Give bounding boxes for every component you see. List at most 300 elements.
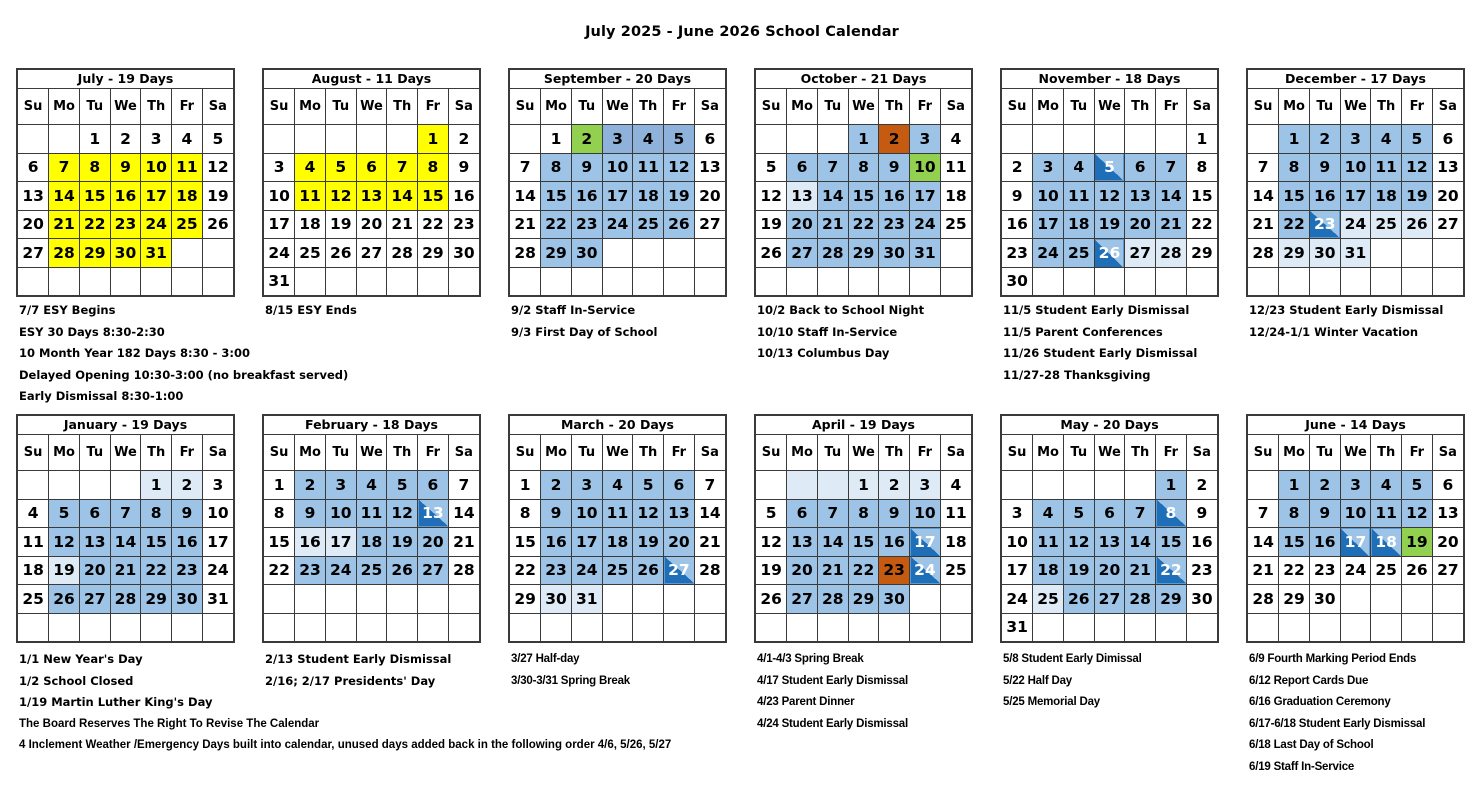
empty-cell	[817, 267, 848, 295]
week-row	[18, 613, 233, 641]
day-number: 23	[883, 561, 905, 580]
day-number: 25	[1375, 215, 1397, 234]
day-cell	[202, 153, 233, 182]
empty-cell	[879, 267, 910, 295]
day-number: 8	[519, 504, 531, 523]
note-line: 6/12 Report Cards Due	[1249, 674, 1369, 687]
day-number: 12	[329, 186, 352, 205]
day-cell	[602, 499, 633, 528]
day-number: 9	[1011, 186, 1023, 205]
day-cell	[264, 153, 295, 182]
empty-cell	[18, 125, 49, 154]
empty-cell	[602, 239, 633, 268]
day-number: 13	[83, 532, 106, 551]
day-cell	[571, 528, 602, 557]
day-number: 22	[268, 561, 290, 580]
empty-cell	[1279, 613, 1310, 641]
day-number: 20	[1098, 561, 1121, 580]
week-row	[264, 499, 479, 528]
week-row	[264, 528, 479, 557]
day-cell	[848, 182, 879, 211]
day-number: 20	[360, 215, 383, 234]
weekday-label: Th	[1371, 435, 1402, 471]
day-cell	[141, 210, 172, 239]
day-number: 28	[1252, 589, 1274, 608]
day-cell	[1063, 182, 1094, 211]
day-cell	[18, 153, 49, 182]
day-cell	[49, 182, 80, 211]
day-cell	[1156, 585, 1187, 614]
day-number: 21	[821, 561, 844, 580]
day-number: 9	[120, 158, 131, 177]
empty-cell	[756, 125, 787, 154]
day-number: 9	[1196, 504, 1208, 523]
weekday-label: Fr	[418, 89, 449, 125]
day-cell	[1279, 125, 1310, 154]
week-row	[756, 153, 971, 182]
empty-cell	[49, 125, 80, 154]
week-row	[756, 182, 971, 211]
day-number: 25	[945, 561, 967, 580]
day-cell	[172, 499, 203, 528]
day-number: 2	[181, 475, 193, 494]
day-number: 28	[391, 243, 413, 262]
day-cell	[756, 556, 787, 585]
week-row	[1248, 556, 1463, 585]
week-row	[1002, 267, 1217, 295]
day-cell	[571, 556, 602, 585]
day-number: 27	[791, 243, 813, 262]
day-number: 28	[514, 243, 536, 262]
weekday-label: Th	[141, 89, 172, 125]
day-cell	[1279, 210, 1310, 239]
day-cell	[1063, 528, 1094, 557]
day-cell	[1186, 125, 1217, 154]
day-cell	[141, 125, 172, 154]
day-number: 11	[1375, 504, 1397, 523]
day-number: 2	[120, 129, 131, 148]
day-cell	[49, 153, 80, 182]
day-number: 7	[519, 158, 531, 177]
empty-cell	[940, 585, 971, 614]
day-number: 3	[150, 129, 162, 148]
day-cell	[1402, 556, 1433, 585]
week-row	[264, 585, 479, 614]
day-number: 21	[53, 215, 75, 234]
day-number: 6	[1442, 475, 1454, 494]
day-cell	[910, 210, 941, 239]
day-number: 17	[268, 215, 290, 234]
day-cell	[756, 585, 787, 614]
empty-cell	[571, 267, 602, 295]
day-cell	[325, 153, 356, 182]
day-number: 7	[1165, 158, 1177, 177]
note-line: 1/19 Martin Luther King's Day	[19, 695, 213, 709]
weekday-label: Su	[1248, 89, 1279, 125]
day-cell	[1248, 210, 1279, 239]
empty-cell	[694, 239, 725, 268]
day-number: 18	[1037, 561, 1059, 580]
day-number: 15	[545, 186, 567, 205]
notes-august	[265, 300, 357, 322]
day-number: 5	[396, 475, 408, 494]
day-cell	[1156, 153, 1187, 182]
weekday-label: Sa	[694, 435, 725, 471]
day-cell	[879, 556, 910, 585]
day-cell	[1432, 556, 1463, 585]
day-cell	[356, 153, 387, 182]
day-number: 22	[1283, 561, 1305, 580]
day-cell	[602, 210, 633, 239]
day-number: 20	[668, 532, 690, 551]
day-number: 30	[545, 589, 567, 608]
empty-cell	[602, 267, 633, 295]
empty-cell	[1432, 613, 1463, 641]
day-cell	[848, 528, 879, 557]
week-row	[264, 210, 479, 239]
day-cell	[418, 471, 449, 500]
weekday-label: Tu	[1309, 89, 1340, 125]
empty-cell	[18, 267, 49, 295]
day-cell	[571, 239, 602, 268]
day-cell	[879, 125, 910, 154]
day-cell	[1063, 153, 1094, 182]
day-number: 3	[1011, 504, 1023, 523]
day-number: 26	[1067, 589, 1090, 608]
day-number: 31	[1344, 243, 1367, 262]
month-header: March - 20 Days	[510, 416, 725, 435]
day-cell	[418, 239, 449, 268]
day-number: 4	[950, 475, 962, 494]
notes-april	[757, 649, 908, 735]
empty-cell	[787, 471, 818, 500]
day-cell	[940, 556, 971, 585]
day-cell	[1125, 528, 1156, 557]
day-number: 11	[1037, 532, 1059, 551]
day-cell	[1156, 239, 1187, 268]
day-cell	[664, 210, 695, 239]
day-cell	[1279, 499, 1310, 528]
day-cell	[817, 210, 848, 239]
day-cell	[1002, 528, 1033, 557]
empty-cell	[387, 267, 418, 295]
day-number: 28	[821, 243, 844, 262]
day-cell	[1309, 239, 1340, 268]
day-cell	[1402, 471, 1433, 500]
day-number: 29	[514, 589, 536, 608]
day-cell	[1309, 556, 1340, 585]
day-cell	[448, 499, 479, 528]
weekday-label: Sa	[1432, 89, 1463, 125]
empty-cell	[940, 239, 971, 268]
empty-cell	[1248, 471, 1279, 500]
day-number: 1	[1196, 129, 1208, 148]
note-line: 5/8 Student Early Dimissal	[1003, 653, 1142, 665]
day-number: 19	[391, 532, 413, 551]
week-row	[1002, 239, 1217, 268]
day-cell	[172, 125, 203, 154]
day-cell	[1125, 556, 1156, 585]
day-cell	[172, 556, 203, 585]
day-number: 19	[760, 561, 782, 580]
empty-cell	[541, 613, 572, 641]
day-cell	[1125, 153, 1156, 182]
weekday-label: Fr	[910, 435, 941, 471]
day-cell	[510, 210, 541, 239]
day-number: 21	[453, 532, 475, 551]
week-row	[756, 499, 971, 528]
week-row	[1248, 153, 1463, 182]
weekday-label: Tu	[325, 435, 356, 471]
day-number: 11	[637, 158, 659, 177]
weekday-label: Sa	[940, 89, 971, 125]
weekday-label: Mo	[49, 435, 80, 471]
empty-cell	[325, 267, 356, 295]
day-number: 27	[1129, 243, 1151, 262]
day-number: 23	[1191, 561, 1213, 580]
day-cell	[910, 153, 941, 182]
month-header: September - 20 Days	[510, 70, 725, 89]
empty-cell	[172, 267, 203, 295]
day-cell	[817, 153, 848, 182]
day-cell	[1371, 210, 1402, 239]
day-cell	[694, 556, 725, 585]
day-cell	[541, 182, 572, 211]
day-number: 22	[1283, 215, 1305, 234]
day-cell	[787, 210, 818, 239]
day-number: 7	[704, 475, 716, 494]
day-number: 1	[550, 129, 562, 148]
day-cell	[1248, 585, 1279, 614]
day-cell	[1432, 210, 1463, 239]
day-cell	[633, 210, 664, 239]
day-number: 19	[1406, 532, 1428, 551]
day-number: 1	[273, 475, 285, 494]
notes-november	[1003, 300, 1197, 386]
week-row	[510, 556, 725, 585]
day-cell	[49, 585, 80, 614]
empty-cell	[356, 613, 387, 641]
day-cell	[264, 239, 295, 268]
day-cell	[1248, 499, 1279, 528]
day-cell	[448, 528, 479, 557]
weekday-label: Fr	[172, 89, 203, 125]
weekday-label: Fr	[418, 435, 449, 471]
day-cell	[664, 556, 695, 585]
day-cell	[879, 210, 910, 239]
empty-cell	[664, 267, 695, 295]
day-number: 4	[304, 158, 316, 177]
weekday-label: Mo	[787, 435, 818, 471]
empty-cell	[756, 267, 787, 295]
day-cell	[694, 471, 725, 500]
day-number: 8	[858, 504, 869, 523]
day-number: 6	[1104, 504, 1115, 523]
day-number: 22	[852, 215, 875, 234]
day-cell	[910, 239, 941, 268]
day-cell	[1340, 182, 1371, 211]
empty-cell	[1402, 267, 1433, 295]
note-line: 4/1-4/3 Spring Break	[757, 653, 864, 665]
day-cell	[356, 182, 387, 211]
week-row	[1002, 471, 1217, 500]
day-cell	[141, 556, 172, 585]
day-cell	[141, 153, 172, 182]
day-number: 19	[1098, 215, 1121, 234]
weekday-label: We	[848, 89, 879, 125]
weekday-label: Fr	[910, 89, 941, 125]
day-cell	[110, 182, 141, 211]
notes-december	[1249, 300, 1443, 343]
empty-cell	[694, 267, 725, 295]
day-cell	[18, 239, 49, 268]
note-line: 2/16; 2/17 Presidents' Day	[265, 673, 436, 688]
day-cell	[1125, 585, 1156, 614]
empty-cell	[18, 613, 49, 641]
day-number: 14	[53, 186, 75, 205]
day-cell	[1371, 471, 1402, 500]
day-number: 20	[1437, 532, 1459, 551]
empty-cell	[325, 585, 356, 614]
weekday-label: Mo	[1279, 435, 1310, 471]
day-cell	[541, 556, 572, 585]
day-cell	[1432, 182, 1463, 211]
day-cell	[787, 239, 818, 268]
day-cell	[1371, 556, 1402, 585]
day-cell	[879, 585, 910, 614]
day-cell	[633, 528, 664, 557]
day-cell	[172, 471, 203, 500]
day-number: 9	[888, 504, 900, 523]
empty-cell	[79, 613, 110, 641]
empty-cell	[848, 613, 879, 641]
day-cell	[510, 585, 541, 614]
day-cell	[141, 499, 172, 528]
day-number: 24	[207, 561, 229, 580]
day-number: 18	[945, 186, 967, 205]
day-cell	[910, 499, 941, 528]
day-cell	[1279, 182, 1310, 211]
week-row	[510, 528, 725, 557]
day-number: 9	[304, 504, 316, 523]
day-number: 20	[791, 215, 813, 234]
day-cell	[541, 499, 572, 528]
day-number: 10	[1344, 504, 1367, 523]
empty-cell	[787, 267, 818, 295]
day-number: 1	[427, 129, 439, 148]
day-number: 13	[1129, 186, 1151, 205]
weekday-label: Mo	[1279, 89, 1310, 125]
empty-cell	[817, 125, 848, 154]
day-number: 12	[668, 158, 690, 177]
weekday-label: Su	[264, 435, 295, 471]
day-number: 3	[919, 129, 931, 148]
day-cell	[510, 153, 541, 182]
empty-cell	[325, 613, 356, 641]
week-row	[510, 499, 725, 528]
week-row	[756, 471, 971, 500]
day-number: 12	[760, 532, 782, 551]
day-number: 8	[1165, 504, 1177, 523]
day-cell	[1002, 210, 1033, 239]
day-number: 21	[699, 532, 721, 551]
day-number: 23	[299, 561, 321, 580]
day-cell	[264, 499, 295, 528]
day-number: 23	[114, 215, 137, 234]
day-number: 17	[914, 532, 936, 551]
empty-cell	[49, 267, 80, 295]
day-number: 3	[335, 475, 347, 494]
note-line: 11/26 Student Early Dismissal	[1003, 346, 1198, 360]
day-number: 21	[391, 215, 413, 234]
day-number: 31	[145, 243, 167, 262]
day-number: 30	[1313, 243, 1336, 262]
day-cell	[1094, 499, 1125, 528]
week-row	[264, 125, 479, 154]
day-number: 12	[207, 158, 229, 177]
day-cell	[1279, 471, 1310, 500]
day-cell	[602, 125, 633, 154]
day-cell	[1402, 125, 1433, 154]
day-cell	[664, 153, 695, 182]
day-cell	[787, 556, 818, 585]
day-number: 1	[858, 475, 869, 494]
day-number: 5	[673, 129, 685, 148]
day-cell	[141, 585, 172, 614]
day-cell	[940, 528, 971, 557]
day-number: 16	[1313, 532, 1336, 551]
day-number: 13	[791, 186, 813, 205]
day-number: 11	[945, 158, 967, 177]
day-number: 8	[1288, 504, 1300, 523]
day-cell	[756, 182, 787, 211]
day-number: 25	[176, 215, 198, 234]
empty-cell	[1402, 613, 1433, 641]
day-number: 14	[391, 186, 413, 205]
day-number: 22	[145, 561, 167, 580]
day-number: 23	[176, 561, 198, 580]
day-cell	[1248, 153, 1279, 182]
empty-cell	[387, 125, 418, 154]
month-calendar-december	[1246, 68, 1465, 297]
weekday-label: Su	[510, 435, 541, 471]
month-calendar-september	[508, 68, 727, 297]
day-number: 24	[914, 215, 936, 234]
day-number: 13	[360, 186, 383, 205]
day-cell	[79, 153, 110, 182]
day-cell	[1094, 528, 1125, 557]
day-number: 2	[1196, 475, 1208, 494]
day-cell	[633, 182, 664, 211]
note-line: 10/2 Back to School Night	[757, 303, 925, 317]
day-cell	[418, 499, 449, 528]
day-cell	[694, 125, 725, 154]
day-number: 10	[329, 504, 352, 523]
weekday-label: Tu	[817, 89, 848, 125]
day-cell	[325, 556, 356, 585]
empty-cell	[1186, 267, 1217, 295]
day-number: 25	[22, 589, 44, 608]
day-number: 28	[453, 561, 475, 580]
empty-cell	[49, 613, 80, 641]
notes-september	[511, 300, 657, 343]
day-number: 31	[1006, 618, 1028, 637]
day-cell	[1094, 153, 1125, 182]
week-row	[1002, 499, 1217, 528]
day-number: 13	[422, 504, 444, 523]
day-cell	[1309, 182, 1340, 211]
day-number: 21	[1252, 561, 1274, 580]
